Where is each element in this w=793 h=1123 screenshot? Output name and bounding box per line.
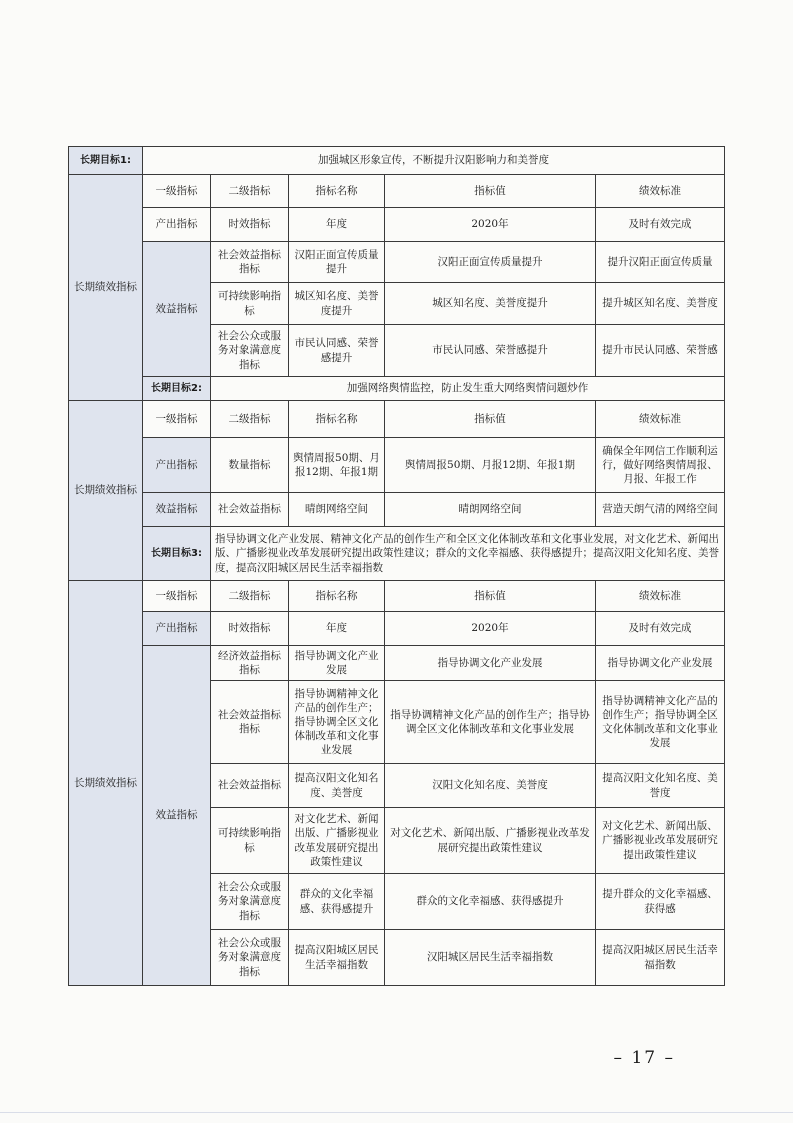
standard-cell: 指导协调文化产业发展 xyxy=(596,646,725,681)
table-row xyxy=(69,208,725,242)
standard-cell: 及时有效完成 xyxy=(596,612,725,646)
header-level2: 二级指标 xyxy=(211,401,289,438)
name-cell: 汉阳正面宣传质量提升 xyxy=(289,242,385,283)
standard-cell: 提升城区知名度、美誉度 xyxy=(596,283,725,325)
standard-cell: 提升群众的文化幸福感、获得感 xyxy=(596,874,725,930)
goal-2-row xyxy=(69,377,725,401)
name-cell: 群众的文化幸福感、获得感提升 xyxy=(289,874,385,930)
standard-cell: 及时有效完成 xyxy=(596,208,725,242)
standard-cell: 营造天朗气清的网络空间 xyxy=(596,493,725,527)
value-cell: 群众的文化幸福感、获得感提升 xyxy=(385,874,596,930)
header-level1: 一级指标 xyxy=(143,581,211,612)
long-term-indicator-label: 长期绩效指标 xyxy=(69,401,143,581)
name-cell: 指导协调精神文化产品的创作生产；指导协调全区文化体制改革和文化事业发展 xyxy=(289,681,385,764)
level2-cell: 时效指标 xyxy=(211,612,289,646)
level2-cell: 社会公众或服务对象满意度指标 xyxy=(211,874,289,930)
value-cell: 汉阳城区居民生活幸福指数 xyxy=(385,930,596,986)
long-term-indicator-label: 长期绩效指标 xyxy=(69,175,143,401)
header-name: 指标名称 xyxy=(289,581,385,612)
value-cell: 指导协调文化产业发展 xyxy=(385,646,596,681)
name-cell: 年度 xyxy=(289,208,385,242)
header-level1: 一级指标 xyxy=(143,401,211,438)
standard-cell: 对文化艺术、新闻出版、广播影视业改革发展研究提出政策性建议 xyxy=(596,808,725,874)
header-standard: 绩效标准 xyxy=(596,175,725,208)
value-cell: 指导协调精神文化产品的创作生产；指导协调全区文化体制改革和文化事业发展 xyxy=(385,681,596,764)
name-cell: 晴朗网络空间 xyxy=(289,493,385,527)
level2-cell: 社会效益指标 xyxy=(211,764,289,808)
name-cell: 舆情周报50期、月报12期、年报1期 xyxy=(289,438,385,493)
goal-2-label: 长期目标2: xyxy=(143,377,211,401)
table-row xyxy=(69,493,725,527)
output-indicator-label: 产出指标 xyxy=(143,208,211,242)
name-cell: 市民认同感、荣誉感提升 xyxy=(289,325,385,377)
long-term-indicator-label: 长期绩效指标 xyxy=(69,581,143,986)
value-cell: 对文化艺术、新闻出版、广播影视业改革发展研究提出政策性建议 xyxy=(385,808,596,874)
goal-1-header-row xyxy=(69,175,725,208)
level2-cell: 社会效益指标指标 xyxy=(211,681,289,764)
goal-1-label: 长期目标1: xyxy=(69,147,143,175)
table-row xyxy=(69,438,725,493)
value-cell: 2020年 xyxy=(385,612,596,646)
header-name: 指标名称 xyxy=(289,175,385,208)
effect-indicator-label: 效益指标 xyxy=(143,242,211,377)
level2-cell: 社会效益指标 xyxy=(211,493,289,527)
level2-cell: 社会效益指标指标 xyxy=(211,242,289,283)
header-value: 指标值 xyxy=(385,581,596,612)
table-row xyxy=(69,612,725,646)
standard-cell: 指导协调精神文化产品的创作生产；指导协调全区文化体制改革和文化事业发展 xyxy=(596,681,725,764)
standard-cell: 提升汉阳正面宣传质量 xyxy=(596,242,725,283)
standard-cell: 提高汉阳文化知名度、美誉度 xyxy=(596,764,725,808)
level2-cell: 数量指标 xyxy=(211,438,289,493)
name-cell: 提高汉阳文化知名度、美誉度 xyxy=(289,764,385,808)
performance-indicator-table xyxy=(68,146,725,986)
header-level1: 一级指标 xyxy=(143,175,211,208)
name-cell: 年度 xyxy=(289,612,385,646)
header-level2: 二级指标 xyxy=(211,581,289,612)
level2-cell: 社会公众或服务对象满意度指标 xyxy=(211,930,289,986)
level2-cell: 可持续影响指标 xyxy=(211,808,289,874)
effect-indicator-label: 效益指标 xyxy=(143,493,211,527)
value-cell: 晴朗网络空间 xyxy=(385,493,596,527)
value-cell: 汉阳正面宣传质量提升 xyxy=(385,242,596,283)
page-number: – 17 – xyxy=(613,1048,675,1068)
goal-3-header-row xyxy=(69,581,725,612)
output-indicator-label: 产出指标 xyxy=(143,612,211,646)
header-standard: 绩效标准 xyxy=(596,581,725,612)
header-standard: 绩效标准 xyxy=(596,401,725,438)
standard-cell: 提高汉阳城区居民生活幸福指数 xyxy=(596,930,725,986)
header-value: 指标值 xyxy=(385,401,596,438)
goal-3-text: 指导协调文化产业发展、精神文化产品的创作生产和全区文化体制改革和文化事业发展，对文化艺术、新闻出版、广播影视业改革发展研究提出政策性建议；群众的文化幸福感、获得感提升；提高汉阳文化知名度、美誉度，提高汉阳城区居民生活幸福指数 xyxy=(211,527,725,581)
output-indicator-label: 产出指标 xyxy=(143,438,211,493)
value-cell: 汉阳文化知名度、美誉度 xyxy=(385,764,596,808)
header-value: 指标值 xyxy=(385,175,596,208)
goal-1-row xyxy=(69,147,725,175)
value-cell: 市民认同感、荣誉感提升 xyxy=(385,325,596,377)
table-row xyxy=(69,242,725,283)
level2-cell: 社会公众或服务对象满意度指标 xyxy=(211,325,289,377)
value-cell: 舆情周报50期、月报12期、年报1期 xyxy=(385,438,596,493)
name-cell: 指导协调文化产业发展 xyxy=(289,646,385,681)
standard-cell: 确保全年网信工作顺利运行，做好网络舆情周报、月报、年报工作 xyxy=(596,438,725,493)
goal-2-text: 加强网络舆情监控，防止发生重大网络舆情问题炒作 xyxy=(211,377,725,401)
goal-3-label: 长期目标3: xyxy=(143,527,211,581)
name-cell: 提高汉阳城区居民生活幸福指数 xyxy=(289,930,385,986)
name-cell: 对文化艺术、新闻出版、广播影视业改革发展研究提出政策性建议 xyxy=(289,808,385,874)
bottom-divider xyxy=(0,1112,793,1113)
value-cell: 2020年 xyxy=(385,208,596,242)
name-cell: 城区知名度、美誉度提升 xyxy=(289,283,385,325)
standard-cell: 提升市民认同感、荣誉感 xyxy=(596,325,725,377)
goal-3-row xyxy=(69,527,725,581)
table-row xyxy=(69,646,725,681)
goal-2-header-row xyxy=(69,401,725,438)
goal-1-text: 加强城区形象宣传，不断提升汉阳影响力和美誉度 xyxy=(143,147,725,175)
header-name: 指标名称 xyxy=(289,401,385,438)
level2-cell: 可持续影响指标 xyxy=(211,283,289,325)
value-cell: 城区知名度、美誉度提升 xyxy=(385,283,596,325)
header-level2: 二级指标 xyxy=(211,175,289,208)
level2-cell: 经济效益指标指标 xyxy=(211,646,289,681)
effect-indicator-label: 效益指标 xyxy=(143,646,211,986)
level2-cell: 时效指标 xyxy=(211,208,289,242)
